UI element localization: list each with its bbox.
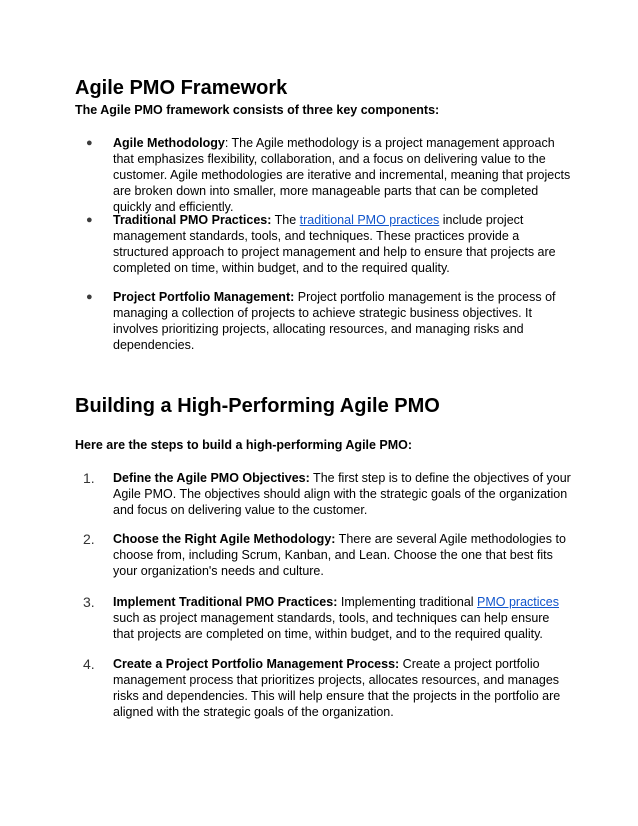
list-item [86,212,573,276]
numbered-item [83,594,573,642]
item-text: include project management standards, tools, and techniques. These practices provide a structured approach to project management and help to ensure that projects are completed on time, within budget, and to the required quality. [113,213,556,275]
item-label: Choose the Right Agile Methodology: [113,532,336,546]
section-heading-agile-pmo-framework: Agile PMO Framework [75,77,288,99]
item-label: Traditional PMO Practices: [113,213,272,227]
section-intro: The Agile PMO framework consists of three key components: [75,103,440,117]
item-label: Define the Agile PMO Objectives: [113,471,310,485]
item-text: : The Agile methodology is a project management approach that emphasizes flexibility, collaboration, and a focus on delivering value to the customer. Agile methodologies are iterative and incremental, meaning that projects are broken down into smaller, more manageable parts that can be completed quickly and efficiently. [113,136,571,214]
numbered-item [83,470,573,518]
list-number: 4. [83,656,95,672]
list-item [86,289,573,353]
list-number: 3. [83,594,95,610]
bullet-icon: ● [86,214,93,226]
list-number: 2. [83,531,95,547]
item-label: Create a Project Portfolio Management Process: [113,657,400,671]
numbered-item [83,656,573,720]
list-item [86,135,573,215]
numbered-item [83,531,573,579]
item-text: such as project management standards, tools, and techniques can help ensure that projects are completed on time, within budget, and to the required quality. [113,611,550,641]
link-pmo-practices[interactable]: PMO practices [477,595,559,609]
section-heading-building-agile-pmo: Building a High-Performing Agile PMO [75,395,440,417]
item-label: Agile Methodology [113,136,225,150]
section-intro: Here are the steps to build a high-performing Agile PMO: [75,438,413,452]
item-text: Create a project portfolio management process that prioritizes projects, allocates resources, and manages risks and dependencies. This will help ensure that the projects in the portfolio are aligned with the strategic goals of the organization. [113,657,561,719]
item-text: The [271,213,300,227]
list-number: 1. [83,470,95,486]
item-label: Project Portfolio Management: [113,290,295,304]
item-text: Project portfolio management is the process of managing a collection of projects to achieve strategic business objectives. It involves prioritizing projects, allocating resources, and managing risks and dependencies. [113,290,556,352]
bullet-icon: ● [86,137,93,149]
item-text: There are several Agile methodologies to choose from, including Scrum, Kanban, and Lean. Choose the one that best fits your organization's needs and culture. [113,532,566,578]
link-traditional-pmo-practices[interactable]: traditional PMO practices [299,213,440,227]
item-text: Implementing traditional [337,595,478,609]
item-text: The first step is to define the objectives of your Agile PMO. The objectives should align with the strategic goals of the organization and focus on delivering value to the customer. [113,471,571,517]
item-label: Implement Traditional PMO Practices: [113,595,338,609]
bullet-icon: ● [86,291,93,303]
